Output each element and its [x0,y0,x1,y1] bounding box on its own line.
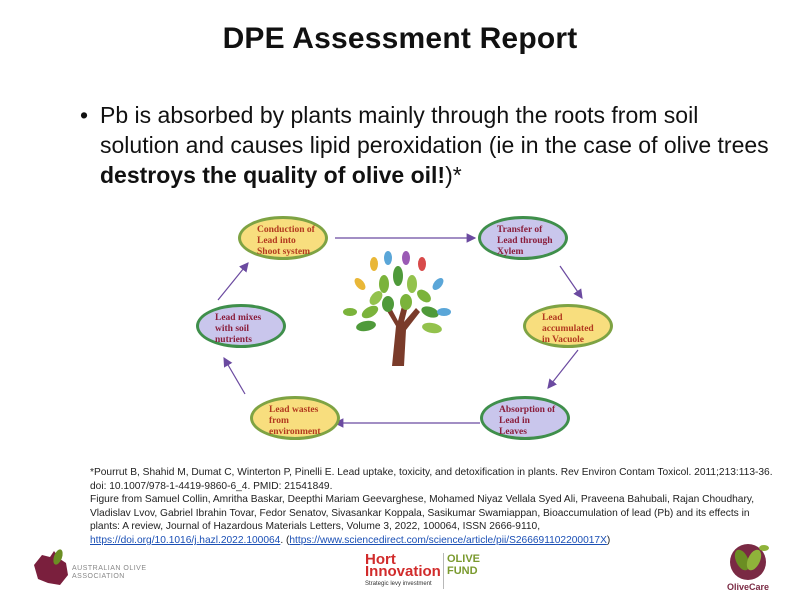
bullet-symbol: • [80,102,89,128]
node-conduction: Conduction of Lead into Shoot system [238,216,328,260]
olivecare-logo [718,540,778,596]
footnote-citation-2 [90,493,780,534]
arrow-wastes-to-mixes [224,358,245,394]
footnote [90,466,780,548]
olivecare-text: OliveCare [726,582,770,592]
bullet-text-end: )* [445,162,462,188]
australia-map-icon [30,545,70,589]
hort-innovation-logo [365,553,485,593]
innovation-text: Innovation [365,563,441,580]
olive-fund-text: OLIVE FUND [447,553,481,577]
footnote-end: ) [606,534,611,546]
node-absorption: Absorption of Lead in Leaves [480,396,570,440]
node-wastes: Lead wastes from environment [250,396,340,440]
bullet-text-bold: destroys the quality of olive oil! [100,162,446,188]
sciencedirect-link[interactable]: https://www.sciencedirect.com/science/article/pii/S266691102200017X [289,534,607,546]
footnote-links [90,534,780,548]
footnote-citation-1: *Pourrut B, Shahid M, Dumat C, Winterton P, Pinelli E. Lead uptake, toxicity, and detoxification in plants. Rev Environ Contam Toxicol. 2011;213:113-36. doi: 10.1007/978-1-4419-9860-6_4. PMID: 21541849. [90,467,773,492]
node-mixes: Lead mixes with soil nutrients [196,304,286,348]
lead-cycle-diagram [190,208,594,448]
slide-title: DPE Assessment Report [222,22,578,55]
node-transfer: Transfer of Lead through Xylem [478,216,568,260]
footnote-citation-2-text: Figure from Samuel Collin, Amritha Baskar, Deepthi Mariam Geevarghese, Mohamed Niyaz Vellala Syed Ali, Praveena Bahubali, Rajan Choudhary, Vladislav Lvov, Gabriel Ibrahin Tovar, Fedor Senatov, Sivasankar Koppala, Sasikumar Swamiappan, Bioaccumulation of lead (Pb) and its effects in plants: A review, Journal of Hazardous Materials Letters, Volume 3, 2022, 100064, ISSN 2666-9110, [90,494,755,533]
node-accumulated: Lead accumulated in Vacuole [523,304,613,348]
footnote-mid: . ( [280,534,290,546]
arrow-accumulated-to-absorption [548,350,578,388]
arrow-mixes-to-conduction [218,263,248,300]
bullet-point [80,100,770,190]
logo-divider [443,553,444,589]
bullet-text [100,100,770,190]
tree-illustration [343,251,451,366]
olivecare-emblem-icon [718,540,778,582]
australian-olive-association-logo [30,545,150,591]
aoa-text: AUSTRALIAN OLIVE ASSOCIATION [72,565,147,580]
hort-text: Hort [365,551,396,568]
doi-link[interactable]: https://doi.org/10.1016/j.hazl.2022.100064 [90,534,281,546]
bullet-text-plain: Pb is absorbed by plants mainly through the roots from soil solution and causes lipid peroxidation (ie in the case of olive trees [100,102,769,158]
arrow-transfer-to-accumulated [560,266,582,298]
hort-tagline: Strategic levy investment [365,581,432,587]
